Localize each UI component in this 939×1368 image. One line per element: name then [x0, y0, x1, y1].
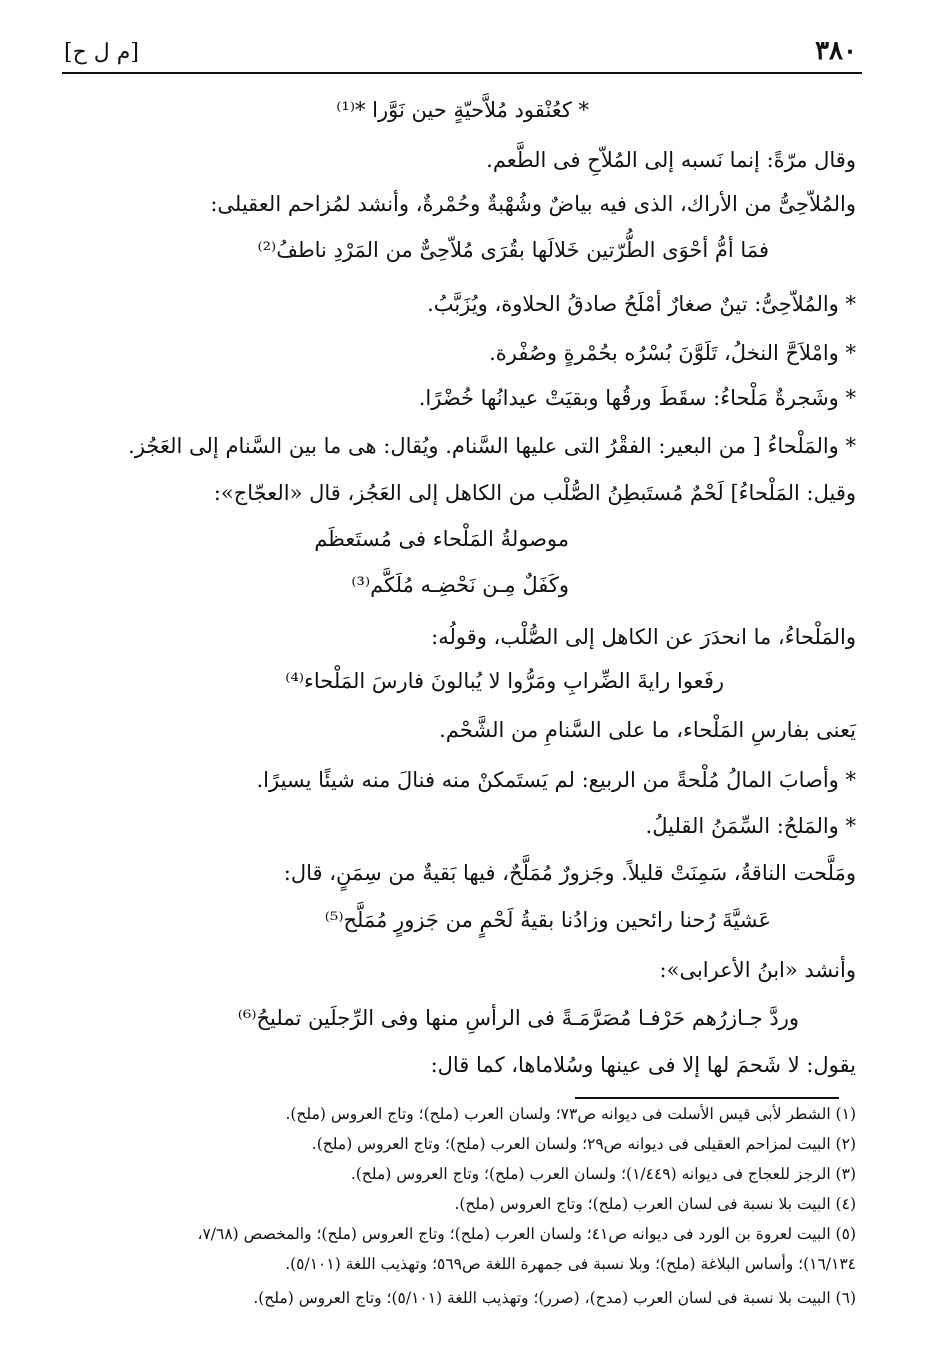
body-line: ومَلَّحت الناقةُ، سَمِنَتْ قليلاً. وجَزورٌ مُمَلَّحٌ، فيها بَقيةٌ من سِمَنٍ، قال: [283, 861, 856, 885]
footnote: ١٦/١٣٤)؛ وأساس البلاغة (ملح)؛ وبلا نسبة فى جمهرة اللغة ص٥٦٩؛ وتهذيب اللغة (٥/١٠١). [285, 1255, 856, 1273]
body-line: * وأصابَ المالُ مُلْحةً من الربيع: لم يَستَمكنْ منه فنالَ منه شيئًا يسيرًا. [256, 768, 856, 792]
body-line: يقول: لا شَحمَ لها إلا فى عينها وسُلاماها، كما قال: [430, 1053, 856, 1077]
verse-line: وردَّ جـازرُهم حَرْفـا مُصَرَّمَـةً فى الرأسِ منها وفى الرِّجلَين تمليحُ⁽⁶⁾ [237, 1006, 799, 1030]
body-line: * والمَلْحاءُ [ من البعير: الفقْرُ التى عليها السَّنام. ويُقال: هى ما بين السَّنام إلى العَجُز. [128, 434, 856, 458]
footnote: (١) الشطر لأبى قيس الأسلت فى ديوانه ص٧٣؛ ولسان العرب (ملح)؛ وتاج العروس (ملح). [285, 1105, 856, 1123]
footnote: (٣) الرجز للعجاج فى ديوانه (١/٤٤٩)؛ ولسان العرب (ملح)؛ وتاج العروس (ملح). [350, 1165, 856, 1183]
body-line: والمَلْحاءُ، ما انحدَرَ عن الكاهل إلى الصُّلْب، وقولُه: [431, 625, 856, 649]
body-line: * كعُنْقود مُلاَّحيّةٍ حين نَوَّرا *⁽¹⁾ [336, 98, 589, 122]
verse-line: عَشيَّةَ رُحنا رائحين وزادُنا بقيةُ لَحْمٍ من جَزورٍ مُمَلَّح⁽⁵⁾ [324, 908, 771, 932]
footnote: (٦) البيت بلا نسبة فى لسان العرب (مدح)، (صرر)؛ وتهذيب اللغة (٥/١٠١)؛ وتاج العروس (ملح). [253, 1289, 856, 1307]
verse-line: رفَعوا رايةَ الضِّرابِ ومَرُّوا لا يُبالونَ فارسَ المَلْحاء⁽⁴⁾ [285, 669, 724, 693]
body-line: وقيل: المَلْحاءُ] لَحْمٌ مُستَبطِنُ الصُّلْب من الكاهل إلى العَجُز، قال «العجّاج»: [213, 481, 856, 505]
footnote: (٢) البيت لمزاحم العقيلى فى ديوانه ص٢٩؛ ولسان العرب (ملح)؛ وتاج العروس (ملح). [311, 1135, 856, 1153]
verse-line: فمَا أمُّ أحْوَى الطُّرّتين خَلالَها بقُرَى مُلاّحِىٌّ من المَرْدِ ناطفُ⁽²⁾ [257, 238, 769, 262]
body-line: * والمَلحُ: السِّمَنُ القليلُ. [645, 814, 856, 838]
footnote: (٥) البيت لعروة بن الورد فى ديوانه ص٤١؛ ولسان العرب (ملح)؛ وتاج العروس (ملح)؛ والمخصص (٧/٦٨، [197, 1225, 856, 1243]
verse-line: موصولةُ المَلْحاء فى مُستَعظَم [314, 527, 569, 551]
root-label: [م ل ح] [64, 40, 139, 65]
body-line: * وامْلاَحَّ النخلُ، تَلَوَّنَ بُسْرُه بحُمْرةٍ وصُفْرة. [489, 341, 856, 365]
header-rule [62, 72, 862, 74]
verse-line: وكَفَلٌ مِـن نَحْضِـه مُلَكَّم⁽³⁾ [351, 573, 569, 597]
body-line: وأنشد «ابنُ الأعرابى»: [659, 958, 856, 982]
footnote: (٤) البيت بلا نسبة فى لسان العرب (ملح)؛ وتاج العروس (ملح). [454, 1195, 856, 1213]
body-line: * وشَجرةٌ مَلْحاءُ: سقَطَ ورقُها وبقيَتْ عيدانُها خُضْرًا. [418, 386, 856, 410]
footnote-rule [575, 1097, 839, 1099]
body-line: يَعنى بفارسِ المَلْحاء، ما على السَّنامِ من الشَّحْم. [439, 718, 856, 742]
body-line: والمُلاّحِىُّ من الأراك، الذى فيه بياضٌ وشُهْبةٌ وحُمْرةٌ، وأنشد لمُزاحم العقيلى: [210, 192, 856, 216]
body-line: وقال مرّةً: إنما نَسبه إلى المُلاّحِ فى الطَّعم. [486, 148, 856, 172]
page-number: ٣٨٠ [815, 36, 857, 66]
body-line: * والمُلاّحِىُّ: تينٌ صغارٌ أمْلَحُ صادقُ الحلاوة، ويُزَبَّبُ. [427, 292, 856, 316]
